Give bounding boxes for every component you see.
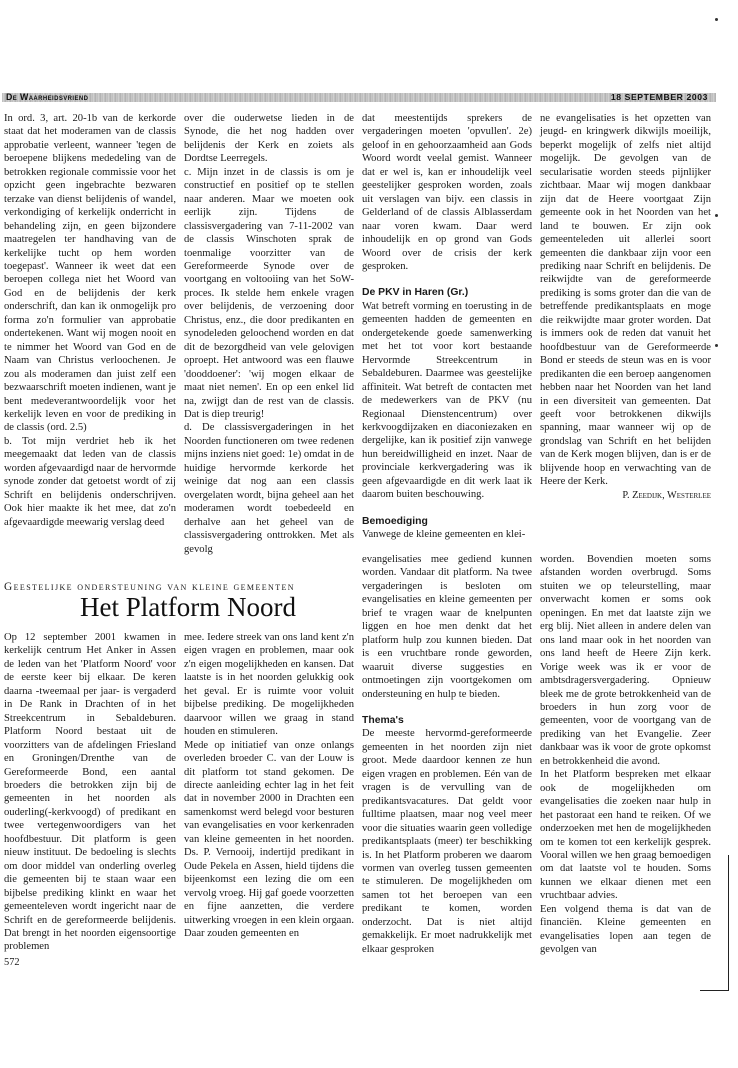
paragraph: dat meestentijds sprekers de vergaderingen moeten 'opvullen'. 2e) geloof in en gehoorzaamheid aan Gods Woord wordt veelal gemist. Wanneer dat er wel is, kan er inhoudelijk veel geestelijker gesproken worden, zoals uit verslagen van bijv. een classis in Gelderland of de classis Alblasserdam naar voren kwam. Daar werd inhoudelijk en op grond van Gods Woord over de crisis der kerk gesproken.	[362, 113, 532, 272]
paragraph: d. De classisvergaderingen in het Noorden functioneren om twee redenen mijns inziens niet goed: 1e) omdat in de huidige hervormde kerkorde het weinige dat nog aan een classis overgelaten wordt, bijna geheel aan het moderamen wordt toebedeeld en derhalve aan het geheel van de classisvergadering onttrokken. Met als gevolg	[184, 422, 354, 555]
article-column-4	[540, 553, 711, 957]
paragraph: Op 12 september 2001 kwamen in kerkelijk centrum Het Anker in Assen de leden van het 'Platform Noord' voor de eerste keer bij elkaar. De keren daarna -tweemaal per jaar- is vergaderd in De Rank in Drachten of in het Streekcentrum in Sebaldeburen. Platform Noord bestaat uit de voorzitters van de afdelingen Friesland en Groningen/Drenthe van de Gereformeerde Bond, een aantal broeders die betrokken zijn bij de gemeenten in het noorden als ouderling(-kerkvoogd) of predikant en twee vertegenwoordigers van het hoofdbestuur. Dit platform is geen nieuw instituut. De bedoeling is slechts om door middel van onderling overleg die gemeenten bij te staan waar een bijbelse prediking klinkt en waar het gemeenteleven wordt ingericht naar de Schrift en de gereformeerde belijdenis. Dat brengt in het noorden eigensoortige problemen	[4, 632, 176, 953]
corner-rule-vertical	[728, 855, 729, 991]
upper-column-3	[362, 112, 532, 542]
edge-mark	[715, 344, 718, 347]
masthead: De Waarheidsvriend	[6, 92, 89, 102]
paragraph: worden. Bovendien moeten soms afstanden worden overbrugd. Soms stuiten we op teleurstelling, maar onverwacht komen er soms ook openingen. En met dat laatste zijn we erg blij. Niet alleen in andere delen van ons land maar ook in het noorden van ons land heeft de Heere Zijn kerk. Vorige week was ik er voor de ambtsdragersvergadering. Opnieuw bleek me de grote betrokkenheid van de broeders in hun zorg voor de gemeenten, voor de voortgang van de prediking van het Evangelie. Zeer dankbaar was ik voor de grote opkomst en betrokkenheid die avond.	[540, 554, 711, 767]
paragraph: In het Platform bespreken met elkaar ook de mogelijkheden om evangelisaties die zoeken naar hulp in het pastoraat een hand te reiken. Of we onderzoeken met hen de mogelijkheden om te komen tot een kerkelijk gesprek. Vooral willen we hen graag bemoedigen om dat laatste vol te houden. Soms kunnen we elkaar dienen met een vruchtbaar advies.	[540, 769, 711, 902]
author-signature: P. Zeedijk, Westerlee	[622, 489, 711, 501]
paragraph: De meeste hervormd-gereformeerde gemeenten in het noorden zijn niet groot. Mede daardoor kennen ze hun eigen vragen en problemen. Eén van de vragen is de vervulling van de predikantsvacatures. Dat geldt voor fulltime plaatsen, maar nog veel meer voor die situaties waarin geen volledige predikantsplaats (meer) ter beschikking is. In het Platform proberen we daarom vormen van overleg tussen gemeenten te stimuleren. De mogelijkheden om samen tot het beroepen van een predikant te komen, worden onderzocht. Dat is niet altijd gemakkelijk. Er moet nadrukkelijk met elkaar gesproken	[362, 728, 532, 955]
paragraph: over die ouderwetse lieden in de Synode, die het nog hadden over belijdenis der Kerk en zoiets als Dordtse Leerregels.	[184, 113, 354, 165]
paragraph: Vanwege de kleine gemeenten en klei-	[362, 529, 526, 541]
paragraph: Een volgend thema is dat van de financiën. Kleine gemeenten en evangelisaties lopen aan tegen de gevolgen van	[540, 903, 711, 956]
issue-date: 18 SEPTEMBER 2003	[610, 92, 708, 102]
paragraph: mee. Iedere streek van ons land kent z'n eigen vragen en problemen, maar ook z'n eigen mogelijkheden en kansen. Dat laatste is in het noorden gelukkig ook het geval. Er is ruimte voor voluit bijbelse prediking. De mogelijkheden daarvoor willen we graag in stand houden en stimuleren.	[184, 632, 354, 738]
subheading-bemoediging: Bemoediging	[362, 515, 428, 527]
paragraph: b. Tot mijn verdriet heb ik het meegemaakt dat leden van de classis worden afgevaardigd naar de hervormde synode zonder dat getoetst wordt of zij Schrift en belijdenis onderschrijven. Ook hier maakte ik het mee, dat zo'n afgevaardigde meewarig verslag deed	[4, 435, 176, 528]
upper-column-4	[540, 112, 711, 502]
edge-mark	[715, 18, 718, 21]
page-number: 572	[4, 957, 20, 968]
article-column-2	[184, 631, 354, 940]
upper-column-1	[4, 112, 176, 529]
article-column-3	[362, 553, 532, 956]
paragraph: ne evangelisaties is het opzetten van jeugd- en kringwerk dikwijls moeilijk, beperkt mogelijk of zelfs niet altijd mogelijk. De gevolgen van de secularisatie worden steeds pijnlijker zichtbaar. Maar wij mogen dankbaar zijn dat de Heere voortgaat Zijn gemeente ook in het Noorden van het land te bouwen. Er zijn ook gemeenteleden uit allerlei soort gemeenten die dankbaar zijn voor een prediking naar Schrift en belijdenis. De reikwijdte van de gereformeerde prediking is soms groter dan die van de betreffende predikantsplaats en moge die reikwijdte maar groter worden. Dat is immers ook de reden dat vanuit het hoofdbestuur van de Gereformeerde Bond er steeds de steun was en is voor predikanten die een beroep aangenomen hebben naar het Noorden van het land in een diversiteit van gemeenten. Dat geeft voor betrokkenen dikwijls spanning, maar wanneer wij op de grondslag van Schrift en het belijden van de Kerk mogen blijven, dan is er de blijvende hoop en verwachting van de Heere der Kerk.	[540, 113, 711, 488]
paragraph: c. Mijn inzet in de classis is om je constructief en positief op te stellen naar anderen. Maar we moeten ook eerlijk zijn. Tijdens de classisvergadering van 7-11-2002 van de classis Winschoten sprak de toenmalige voorzitter van de Gereformeerde Synode over de voortgang en voltooiing van het SoW-proces. Ik stelde hem enkele vragen over belijdenis, de verzoening door Christus, enz., die door predikanten en synodeleden geloochend worden en dat dit de bezorgdheid van vele gelovigen oproept. Het antwoord was een flauwe 'dooddoener': 'wij mogen elkaar de maat niet nemen'. En op een enkel lid na, zwijgt dan de rest van de classis. Dat is diep treurig!	[184, 166, 354, 420]
paragraph: Mede op initiatief van onze onlangs overleden broeder C. van der Louw is dit platform tot stand gekomen. De directe aanleiding echter lag in het feit dat in november 2000 in Drachten een samenkomst werd belegd voor besturen van evangelisaties en voor kerkenraden van kleine gemeenten in het noorden. Ds. P. Vernooij, indertijd predikant in Oude Pekela en Assen, hield tijdens die bijeenkomst een lezing die om een vervolg vroeg. Hij gaf goede voorzetten en fijne aanzetten, die verdere uitwerking vroegen in een klein orgaan. Daar zouden gemeenten en	[184, 739, 354, 939]
paragraph: evangelisaties mee gediend kunnen worden. Vandaar dit platform. Na twee vergaderingen is besloten om evangelisaties en kleine gemeenten per brief te vragen waar de knelpunten liggen en hoe men denkt dat het platform hulp zou kunnen bieden. Dat is een vruchtbare ronde geworden, waaruit diverse suggesties en ontmoetingen zijn voortgekomen om ondersteuning en hulp te bieden.	[362, 554, 532, 700]
subheading-themas: Thema's	[362, 714, 404, 726]
subheading-pkv-haren: De PKV in Haren (Gr.)	[362, 287, 469, 299]
article-kicker: Geestelijke ondersteuning van kleine gemeenten	[4, 581, 295, 593]
article-title: Het Platform Noord	[80, 592, 296, 622]
paragraph: In ord. 3, art. 20-1b van de kerkorde staat dat het moderamen van de classis approbatie verleent, wanneer 'tegen de beroepene blijkens mededeling van de betrokken regionale commissie voor het opzicht geen ingebrachte bezwaren terzake van dienst belijdenis of wandel, verkondiging of kerkelijk onderricht in behandeling zijn, en geen bijzondere maatregelen ter handhaving van de kerkelijke tucht op hem worden toegepast'. Wanneer ik weet dat een beroepen collega niet het Woord van God en de belijdenis der kerk onderschrift, dan kan ik onmogelijk pro forma zo'n formulier van approbatie ondertekenen. Want wij mogen nooit en te nimmer het Woord van God en de Naam van Christus verloochenen. Je zou als moderamen dan juist zelf een bezwaarschrift moeten indienen, want je bent medeverantwoordelijk voor het kerkelijk leven en voor de prediking in de classis (ord. 2.5)	[4, 113, 176, 434]
paragraph: Wat betreft vorming en toerusting in de gemeenten hadden de gemeenten en ondergetekende goede samenwerking met het tot voor kort bestaande Hervormde Streekcentrum in Sebaldeburen. Daarmee was geestelijke affiniteit. Wat betreft de contacten met de medewerkers van de PKV (nu Regionaal Dienstencentrum) over kerkvoogdijzaken en diaconiezaken en dergelijke, kan ik positief zijn vanwege hun bereidwilligheid en inzet. Naar de provinciale kerkvergadering was ik geen afgevaardigde en dit werk laat ik daarom buiten beschouwing.	[362, 300, 532, 501]
corner-rule-horizontal	[700, 990, 729, 991]
edge-mark	[715, 214, 718, 217]
upper-column-2	[184, 112, 354, 556]
article-column-1	[4, 631, 176, 954]
header-band	[2, 93, 716, 102]
